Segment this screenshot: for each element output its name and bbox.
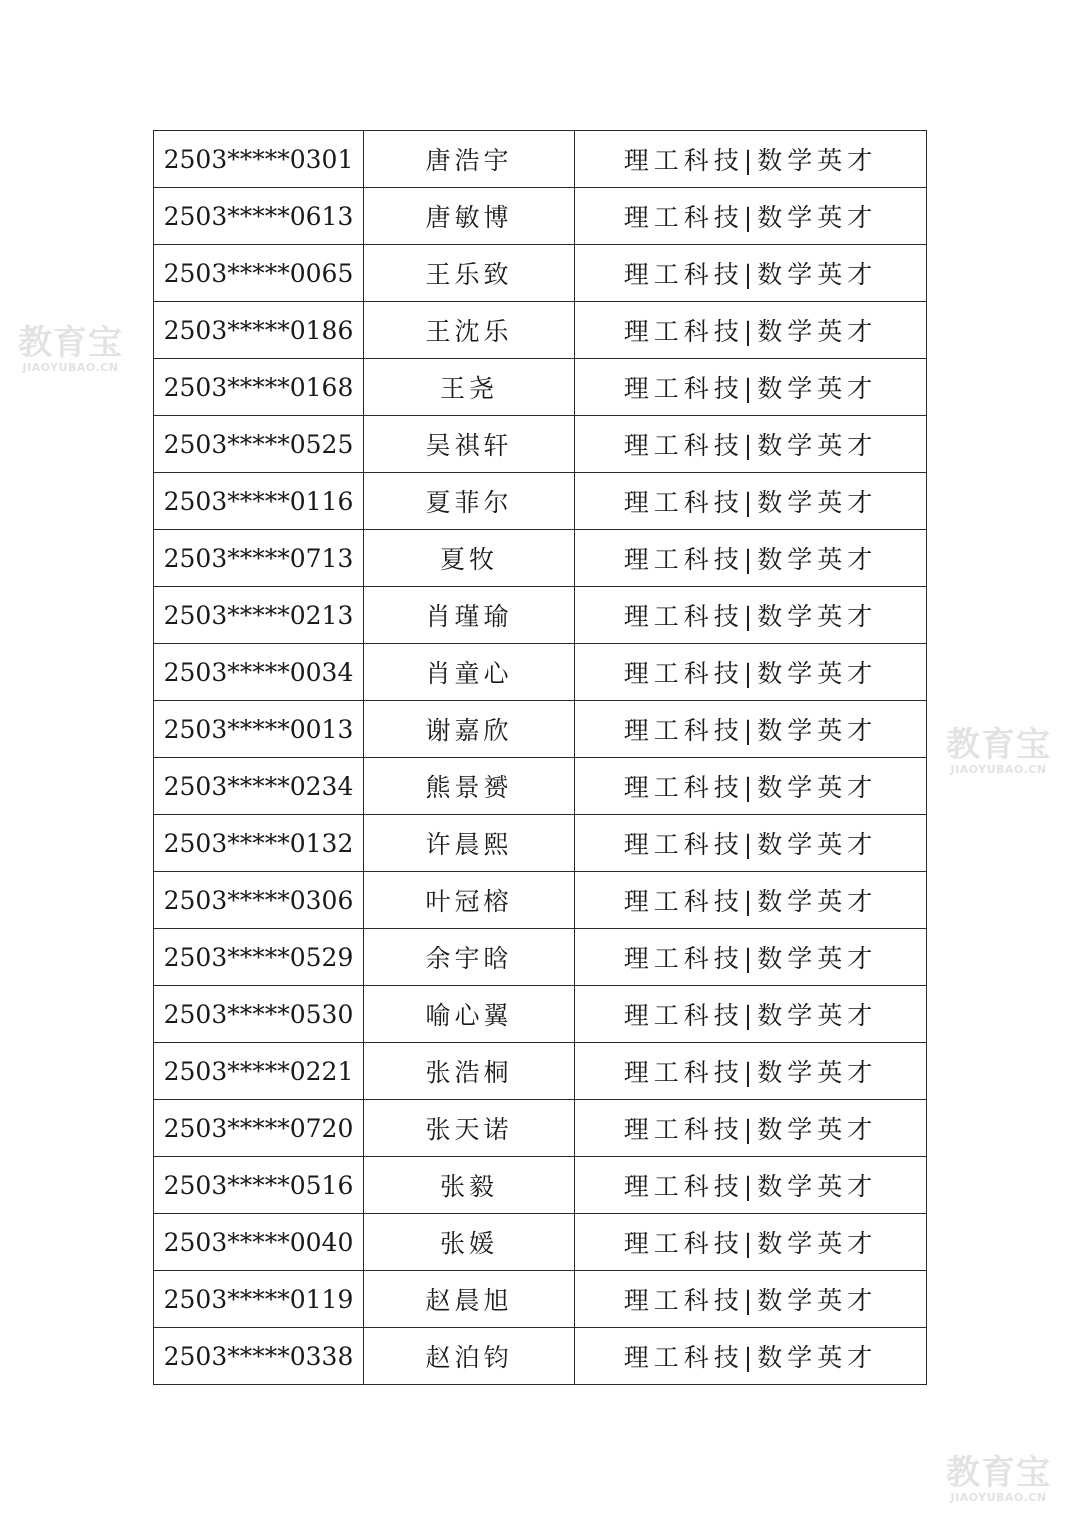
student-name-cell: 张天诺 xyxy=(364,1100,575,1157)
student-id-cell: 2503*****0301 xyxy=(154,131,364,188)
program-cell: 理工科技|数学英才 xyxy=(575,1328,927,1385)
student-id-cell: 2503*****0116 xyxy=(154,473,364,530)
table-row xyxy=(154,188,927,245)
program-cell: 理工科技|数学英才 xyxy=(575,1043,927,1100)
program-cell: 理工科技|数学英才 xyxy=(575,701,927,758)
watermark-brand-en: JIAOYUBAO.CN xyxy=(950,763,1047,776)
program-cell: 理工科技|数学英才 xyxy=(575,302,927,359)
table-row xyxy=(154,302,927,359)
program-cell: 理工科技|数学英才 xyxy=(575,188,927,245)
program-cell: 理工科技|数学英才 xyxy=(575,473,927,530)
student-name-cell: 谢嘉欣 xyxy=(364,701,575,758)
student-name-cell: 夏牧 xyxy=(364,530,575,587)
student-name-cell: 熊景赟 xyxy=(364,758,575,815)
student-id-cell: 2503*****0034 xyxy=(154,644,364,701)
table-row xyxy=(154,1328,927,1385)
table-row xyxy=(154,1043,927,1100)
program-cell: 理工科技|数学英才 xyxy=(575,1157,927,1214)
student-name-cell: 夏菲尔 xyxy=(364,473,575,530)
table-row xyxy=(154,644,927,701)
student-id-cell: 2503*****0720 xyxy=(154,1100,364,1157)
student-id-cell: 2503*****0529 xyxy=(154,929,364,986)
table-row xyxy=(154,1157,927,1214)
table-row xyxy=(154,131,927,188)
table-row xyxy=(154,872,927,929)
table-row xyxy=(154,701,927,758)
student-name-cell: 张浩桐 xyxy=(364,1043,575,1100)
program-cell: 理工科技|数学英才 xyxy=(575,929,927,986)
student-name-cell: 王沈乐 xyxy=(364,302,575,359)
table-row xyxy=(154,986,927,1043)
table-row xyxy=(154,1214,927,1271)
student-name-cell: 余宇晗 xyxy=(364,929,575,986)
program-cell: 理工科技|数学英才 xyxy=(575,815,927,872)
student-name-cell: 吴祺轩 xyxy=(364,416,575,473)
watermark-brand-en: JIAOYUBAO.CN xyxy=(950,1491,1047,1504)
program-cell: 理工科技|数学英才 xyxy=(575,416,927,473)
table-row xyxy=(154,473,927,530)
student-id-cell: 2503*****0613 xyxy=(154,188,364,245)
student-id-cell: 2503*****0213 xyxy=(154,587,364,644)
student-id-cell: 2503*****0040 xyxy=(154,1214,364,1271)
table-row xyxy=(154,1100,927,1157)
student-name-cell: 喻心翼 xyxy=(364,986,575,1043)
student-id-cell: 2503*****0525 xyxy=(154,416,364,473)
student-name-cell: 赵晨旭 xyxy=(364,1271,575,1328)
student-id-cell: 2503*****0306 xyxy=(154,872,364,929)
student-name-cell: 王尧 xyxy=(364,359,575,416)
student-name-cell: 许晨熙 xyxy=(364,815,575,872)
table-row xyxy=(154,416,927,473)
program-cell: 理工科技|数学英才 xyxy=(575,644,927,701)
table-row xyxy=(154,587,927,644)
watermark-brand-cn: 教育宝 xyxy=(946,1453,1051,1493)
program-cell: 理工科技|数学英才 xyxy=(575,131,927,188)
student-id-cell: 2503*****0338 xyxy=(154,1328,364,1385)
table-row xyxy=(154,359,927,416)
watermark-logo xyxy=(946,1453,1051,1504)
program-cell: 理工科技|数学英才 xyxy=(575,530,927,587)
student-name-cell: 肖童心 xyxy=(364,644,575,701)
watermark-logo xyxy=(18,323,123,374)
program-cell: 理工科技|数学英才 xyxy=(575,1214,927,1271)
student-id-cell: 2503*****0132 xyxy=(154,815,364,872)
watermark-brand-en: JIAOYUBAO.CN xyxy=(22,361,119,374)
program-cell: 理工科技|数学英才 xyxy=(575,1271,927,1328)
watermark-brand-cn: 教育宝 xyxy=(18,323,123,363)
program-cell: 理工科技|数学英才 xyxy=(575,986,927,1043)
student-id-cell: 2503*****0065 xyxy=(154,245,364,302)
roster-table-body xyxy=(154,131,927,1385)
table-row xyxy=(154,245,927,302)
program-cell: 理工科技|数学英才 xyxy=(575,245,927,302)
program-cell: 理工科技|数学英才 xyxy=(575,1100,927,1157)
student-id-cell: 2503*****0186 xyxy=(154,302,364,359)
watermark-logo xyxy=(946,725,1051,776)
student-id-cell: 2503*****0221 xyxy=(154,1043,364,1100)
table-row xyxy=(154,929,927,986)
table-row xyxy=(154,530,927,587)
table-row xyxy=(154,758,927,815)
student-id-cell: 2503*****0119 xyxy=(154,1271,364,1328)
student-name-cell: 王乐致 xyxy=(364,245,575,302)
table-row xyxy=(154,1271,927,1328)
student-name-cell: 肖瑾瑜 xyxy=(364,587,575,644)
program-cell: 理工科技|数学英才 xyxy=(575,872,927,929)
program-cell: 理工科技|数学英才 xyxy=(575,587,927,644)
student-id-cell: 2503*****0013 xyxy=(154,701,364,758)
student-name-cell: 张毅 xyxy=(364,1157,575,1214)
program-cell: 理工科技|数学英才 xyxy=(575,359,927,416)
student-id-cell: 2503*****0713 xyxy=(154,530,364,587)
student-id-cell: 2503*****0234 xyxy=(154,758,364,815)
student-id-cell: 2503*****0516 xyxy=(154,1157,364,1214)
watermark-brand-cn: 教育宝 xyxy=(946,725,1051,765)
student-id-cell: 2503*****0530 xyxy=(154,986,364,1043)
table-row xyxy=(154,815,927,872)
student-roster-table xyxy=(153,130,927,1385)
student-name-cell: 叶冠榕 xyxy=(364,872,575,929)
student-id-cell: 2503*****0168 xyxy=(154,359,364,416)
student-name-cell: 张媛 xyxy=(364,1214,575,1271)
student-name-cell: 赵泊钧 xyxy=(364,1328,575,1385)
program-cell: 理工科技|数学英才 xyxy=(575,758,927,815)
student-name-cell: 唐浩宇 xyxy=(364,131,575,188)
student-name-cell: 唐敏博 xyxy=(364,188,575,245)
